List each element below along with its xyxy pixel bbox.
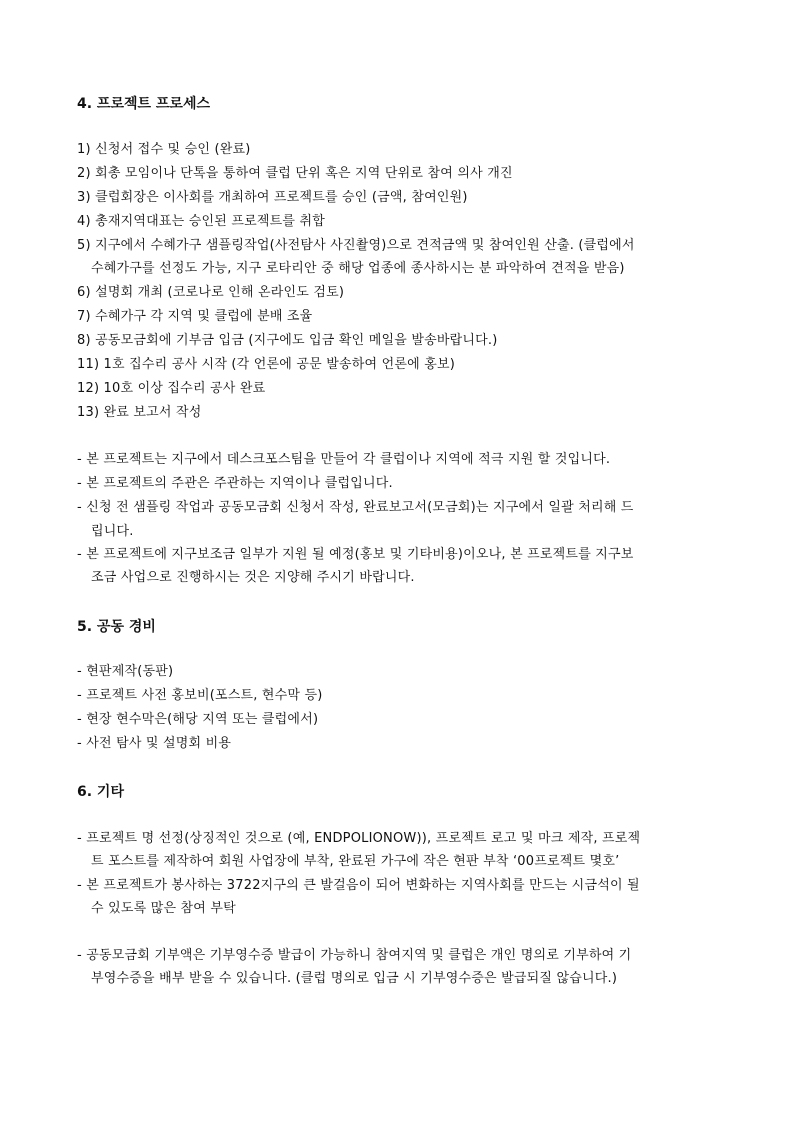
process-step: 7) 수혜가구 각 지역 및 클럽에 분배 조율 <box>77 309 313 324</box>
note-item: - 본 프로젝트의 주관은 주관하는 지역이나 클럽입니다. <box>77 476 393 491</box>
misc-item: - 공동모금회 기부액은 기부영수증 발급이 가능하니 참여지역 및 클럽은 개인 명의로 기부하여 기 <box>77 948 632 963</box>
misc-item: - 본 프로젝트가 봉사하는 3722지구의 큰 발걸음이 되어 변화하는 지역사회를 만드는 시금석이 될 <box>77 878 640 893</box>
process-step-continuation: 수혜가구를 선정도 가능, 지구 로타리안 중 해당 업종에 종사하시는 분 파악하여 견적을 받음) <box>91 261 625 276</box>
misc-item-continuation: 트 포스트를 제작하여 회원 사업장에 부착, 완료된 가구에 작은 현판 부착 ‘00프로젝트 몇호’ <box>91 854 620 869</box>
note-item: - 본 프로젝트에 지구보조금 일부가 지원 될 예정(홍보 및 기타비용)이오나, 본 프로젝트를 지구보 <box>77 547 634 562</box>
process-step: 4) 총재지역대표는 승인된 프로젝트를 취합 <box>77 214 325 229</box>
expense-item: - 프로젝트 사전 홍보비(포스트, 현수막 등) <box>77 688 323 703</box>
misc-item-continuation: 수 있도록 많은 참여 부탁 <box>91 901 236 916</box>
process-step: 5) 지구에서 수혜가구 샘플링작업(사전탐사 사진촬영)으로 견적금액 및 참여인원 산출. (클럽에서 <box>77 238 635 253</box>
expense-item: - 현판제작(동판) <box>77 664 174 679</box>
process-step: 12) 10호 이상 집수리 공사 완료 <box>77 381 266 396</box>
process-step: 6) 설명회 개최 (코로나로 인해 온라인도 검토) <box>77 285 345 300</box>
misc-item-continuation: 부영수증을 배부 받을 수 있습니다. (클럽 명의로 입금 시 기부영수증은 발급되질 않습니다.) <box>91 971 618 986</box>
note-item: - 본 프로젝트는 지구에서 데스크포스팀을 만들어 각 클럽이나 지역에 적극 지원 할 것입니다. <box>77 452 611 467</box>
section-6-heading: 6. 기타 <box>77 784 124 800</box>
misc-item: - 프로젝트 명 선정(상징적인 것으로 (예, ENDPOLIONOW)), 프로젝트 로고 및 마크 제작, 프로젝 <box>77 831 641 846</box>
process-step: 1) 신청서 접수 및 승인 (완료) <box>77 142 251 157</box>
process-step: 3) 클럽회장은 이사회를 개최하여 프로젝트를 승인 (금액, 참여인원) <box>77 190 468 205</box>
expense-item: - 사전 탐사 및 설명회 비용 <box>77 736 232 751</box>
note-item-continuation: 조금 사업으로 진행하시는 것은 지양해 주시기 바랍니다. <box>91 570 415 585</box>
note-item: - 신청 전 샘플링 작업과 공동모금회 신청서 작성, 완료보고서(모금회)는 지구에서 일괄 처리해 드 <box>77 500 634 515</box>
process-step: 11) 1호 집수리 공사 시작 (각 언론에 공문 발송하여 언론에 홍보) <box>77 357 455 372</box>
expense-item: - 현장 현수막은(해당 지역 또는 클럽에서) <box>77 712 319 727</box>
note-item-continuation: 립니다. <box>91 524 134 539</box>
process-step: 2) 회총 모임이나 단톡을 통하여 클럽 단위 혹은 지역 단위로 참여 의사 개진 <box>77 166 513 181</box>
process-step: 8) 공동모금회에 기부금 입금 (지구에도 입금 확인 메일을 발송바랍니다.) <box>77 333 498 348</box>
section-4-heading: 4. 프로젝트 프로세스 <box>77 96 210 112</box>
section-5-heading: 5. 공동 경비 <box>77 619 156 635</box>
process-step: 13) 완료 보고서 작성 <box>77 405 202 420</box>
